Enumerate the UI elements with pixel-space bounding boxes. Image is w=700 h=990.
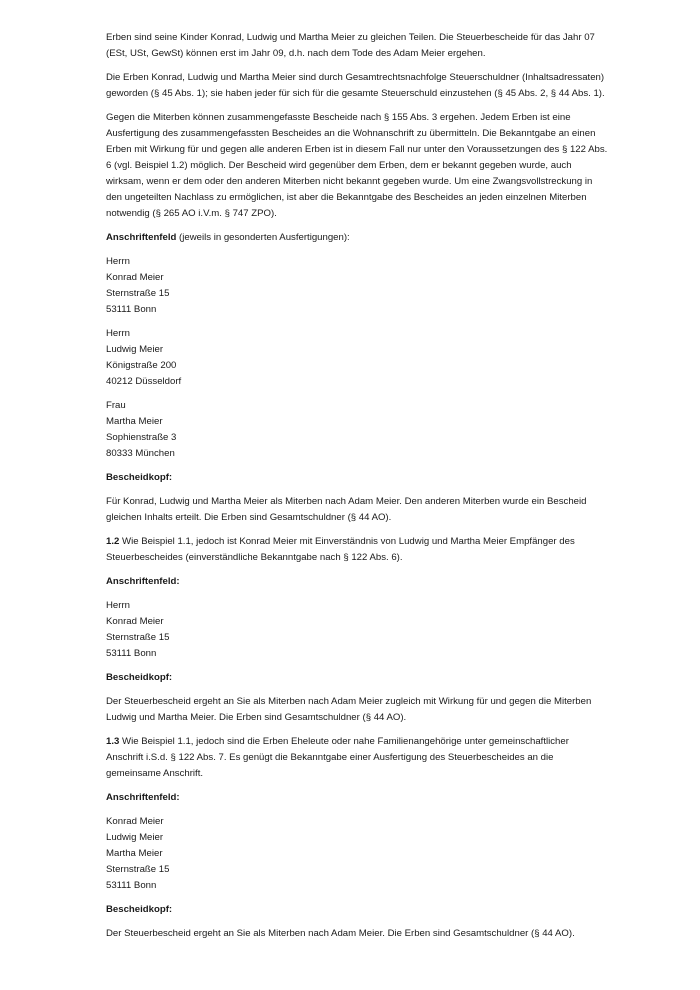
address-line: 53111 Bonn (106, 304, 157, 315)
address-line: Sternstraße 15 (106, 288, 170, 299)
address-line: Königstraße 200 (106, 360, 177, 371)
address-line: 53111 Bonn (106, 880, 157, 891)
example-number: 1.3 (106, 736, 120, 747)
address-line: Konrad Meier (106, 616, 164, 627)
address-field-label: Anschriftenfeld (106, 232, 177, 243)
address-line: Ludwig Meier (106, 344, 164, 355)
address-line: Herrn (106, 328, 130, 339)
address-joint (106, 814, 608, 894)
address-line: Herrn (106, 600, 130, 611)
address-line: Ludwig Meier (106, 832, 164, 843)
example-1-3 (106, 734, 608, 782)
address-line: Sternstraße 15 (106, 632, 170, 643)
address-line: Sophienstraße 3 (106, 432, 177, 443)
example-text: Wie Beispiel 1.1, jedoch sind die Erben Eheleute oder nahe Familienangehörige unter gemeinschaftlicher Anschrift i.S.d. § 122 Abs. 7. Es genügt die Bekanntgabe einer Ausfertigung des Steuerbescheides an die gemeinsame Anschrift. (106, 736, 569, 779)
address-ludwig (106, 326, 608, 390)
address-field-heading-3: Anschriftenfeld: (106, 792, 180, 803)
address-field-note: (jeweils in gesonderten Ausfertigungen): (176, 232, 350, 243)
address-line: Martha Meier (106, 416, 163, 427)
example-number: 1.2 (106, 536, 120, 547)
notice-header-heading-2: Bescheidkopf: (106, 672, 173, 683)
address-line: Herrn (106, 256, 130, 267)
paragraph-heirs: Erben sind seine Kinder Konrad, Ludwig und Martha Meier zu gleichen Teilen. Die Steuerbescheide für das Jahr 07 (ESt, USt, GewSt) können erst im Jahr 09, d.h. nach dem Tode des Adam Meier ergehen. (106, 32, 595, 59)
address-line: 53111 Bonn (106, 648, 157, 659)
paragraph-combined-notices: Gegen die Miterben können zusammengefasste Bescheide nach § 155 Abs. 3 ergehen. Jedem Erben ist eine Ausfertigung des zusammengefassten Bescheides an die Wohnanschrift zu übermitteln. Die Bekanntgabe an einen Erben mit Wirkung für und gegen alle anderen Erben ist in diesem Fall nur unter den Voraussetzungen des § 122 Abs. 6 (vgl. Beispiel 1.2) möglich. Der Bescheid wird gegenüber dem Erben, dem er bekannt gegeben wurde, auch wirksam, wenn er dem oder den anderen Miterben nicht bekannt gegeben wurde. Um eine Zwangsvollstreckung in den ungeteilten Nachlass zu ermöglichen, ist aber die Bekanntgabe des Bescheides an jeden einzelnen Miterben notwendig (§ 265 AO i.V.m. § 747 ZPO). (106, 112, 608, 219)
notice-header-heading-1: Bescheidkopf: (106, 472, 173, 483)
address-field-heading-1 (106, 230, 608, 246)
address-field-heading-2: Anschriftenfeld: (106, 576, 180, 587)
address-line: 40212 Düsseldorf (106, 376, 182, 387)
address-line: Martha Meier (106, 848, 163, 859)
address-line: 80333 München (106, 448, 175, 459)
paragraph-notice-header-2: Der Steuerbescheid ergeht an Sie als Miterben nach Adam Meier zugleich mit Wirkung für und gegen die Miterben Ludwig und Martha Meier. Die Erben sind Gesamtschuldner (§ 44 AO). (106, 696, 592, 723)
address-konrad (106, 254, 608, 318)
paragraph-notice-header-1: Für Konrad, Ludwig und Martha Meier als Miterben nach Adam Meier. Den anderen Miterben wurde ein Bescheid gleichen Inhalts erteilt. Die Erben sind Gesamtschuldner (§ 44 AO). (106, 496, 587, 523)
example-1-2 (106, 534, 608, 566)
address-line: Frau (106, 400, 126, 411)
address-line: Konrad Meier (106, 272, 164, 283)
address-line: Konrad Meier (106, 816, 164, 827)
address-martha (106, 398, 608, 462)
address-line: Sternstraße 15 (106, 864, 170, 875)
notice-header-heading-3: Bescheidkopf: (106, 904, 173, 915)
paragraph-notice-header-3: Der Steuerbescheid ergeht an Sie als Miterben nach Adam Meier. Die Erben sind Gesamtschuldner (§ 44 AO). (106, 928, 575, 939)
example-text: Wie Beispiel 1.1, jedoch ist Konrad Meier mit Einverständnis von Ludwig und Martha Meier Empfänger des Steuerbescheides (einverständliche Bekanntgabe nach § 122 Abs. 6). (106, 536, 575, 563)
paragraph-tax-debtors: Die Erben Konrad, Ludwig und Martha Meier sind durch Gesamtrechtsnachfolge Steuerschuldner (Inhaltsadressaten) geworden (§ 45 Abs. 1); sie haben jeder für sich für die gesamte Steuerschuld einzustehen (§ 45 Abs. 2, § 44 Abs. 1). (106, 72, 605, 99)
address-konrad-recipient (106, 598, 608, 662)
